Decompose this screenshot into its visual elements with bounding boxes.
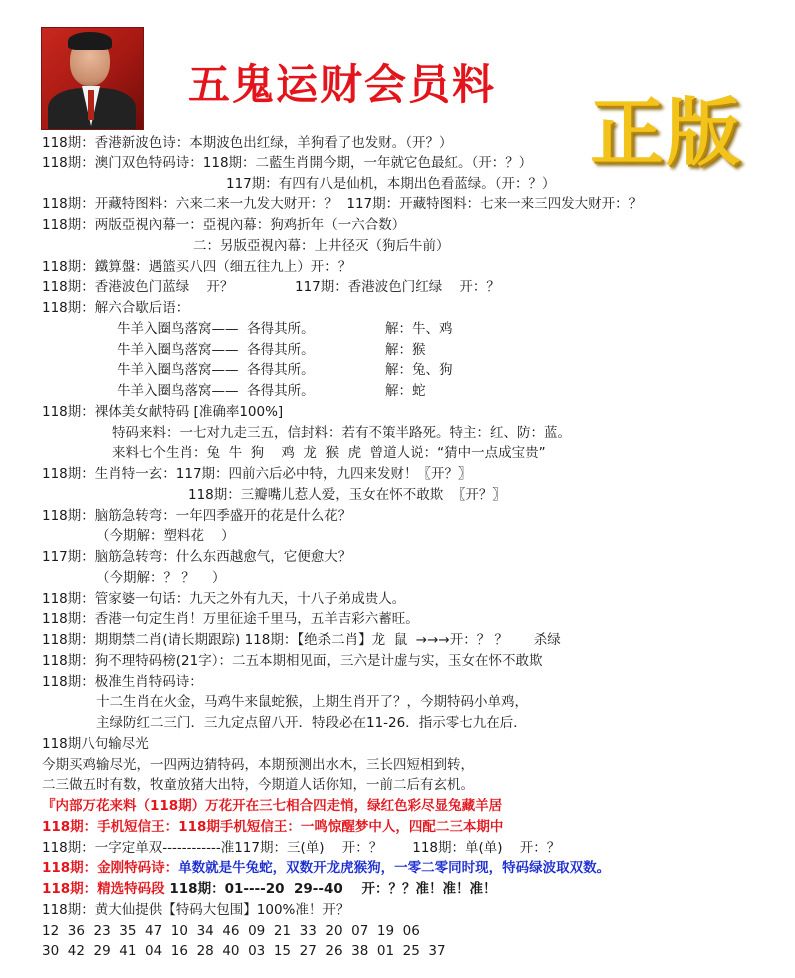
line-odd-even: 118期：一字定单双------------准117期：三(单) 开：？ 118期：单(单) 开：？ [42,840,561,856]
line-zodiac-poem-1: 十二生肖在火金，马鸡牛来鼠蛇猴，上期生肖开了？，今期特码小单鸡， [96,694,528,710]
line-housekeeper: 118期：管家婆一句话：九天之外有九天，十八子弟成贵人。 [42,591,406,607]
line-seven-zodiac: 来料七个生肖：兔 牛 狗 鸡 龙 猴 虎 曾道人说：“猜中一点成宝贵” [112,445,546,461]
line-gou-bu-li: 118期：狗不理特码榜(21字）：二五本期相见面，三六是计虚与实，玉女在怀不敢欺 [42,653,543,669]
riddle-4-answer: 解：蛇 [385,383,426,399]
line-brain-answer-118: （今期解：塑料花 ） [96,528,235,544]
riddle-2-answer: 解：猴 [385,342,426,358]
riddle-3-text: 牛羊入圈鸟落窝—— 各得其所。 [117,362,315,378]
authentic-stamp: 正版 [590,90,742,176]
line-brain-answer-117: （今期解：？ ？ ） [96,570,226,586]
line-atv-insider-1: 118期：两版亞視內幕一：亞視內幕：狗鸡折年（一六合数） [42,217,406,233]
riddle-1-answer: 解：牛、鸡 [385,321,453,337]
number-row-1: 12 36 23 35 47 10 34 46 09 21 33 20 07 19 06 [42,923,420,939]
line-brain-teaser-117: 117期：脑筋急转弯：什么东西越愈气，它便愈大？ [42,549,352,565]
riddle-1-text: 牛羊入圈鸟落窝—— 各得其所。 [117,321,315,337]
line-wong-tai-sin: 118期：黄大仙提供【特码大包围】100%准！开？ [42,902,350,918]
page-title: 五鬼运财会员料 [188,60,497,109]
number-row-2: 30 42 29 41 04 16 28 40 03 15 27 26 38 01 25 37 [42,943,446,959]
line-117-color-poem: 117期：有四有八是仙机，本期出色看蓝绿。（开：？） [226,176,556,192]
author-portrait [41,27,144,130]
riddle-3-answer: 解：兔、狗 [385,362,453,378]
line-selected-range: 118期：精选特码段 118期：01----20 29--40 开：？？准！准！准！ [42,881,497,897]
line-eight-sentences-1: 今期买鸡输尽光，一四两边猜特码，本期预测出水木，三长四短相到转， [42,757,474,773]
line-ban-two-zodiac: 118期：期期禁二肖(请长期跟踪) 118期：【绝杀二肖】龙 鼠 →→→开：？ ？ 杀绿 [42,632,561,648]
line-eight-sentences-2: 二三做五时有数，牧童放猪大出特，今期道人话你知，一前二后有玄机。 [42,777,474,793]
line-iron-abacus: 118期：鐵算盤：遇篮买八四（细五往九上）开：？ [42,259,352,275]
line-hk-one-sentence: 118期：香港一句定生肖！万里征途千里马，五羊吉彩六蓄旺。 [42,611,419,627]
line-hk-wave-117: 117期：香港波色门红绿 开：？ [295,279,500,295]
line-rabbit-hint: 118期：三瓣嘴儿惹人爱，玉女在怀不敢欺 〖开？〗 [188,487,506,503]
line-macau-color-poem: 118期：澳门双色特码诗：118期：二藍生肖開今期，一年就它色最紅。（开：？） [42,155,533,171]
line-zodiac-mystery: 118期：生肖特一玄：117期：四前六后必中特，九四来发财！〖开？〗 [42,466,472,482]
line-sms-king: 118期：手机短信王：118期手机短信王：一鸣惊醒梦中人，四配二三本期中 [42,819,504,835]
line-wanhua-source: 『内部万花来料（118期）万花开在三七相合四走悄，绿红色彩尽显兔藏羊居 [42,798,503,814]
line-hidden-chart: 118期：开藏特图料：六来二来一九发大财开：？ 117期：开藏特图料：七来一来三四发大财开：？ [42,196,643,212]
line-zodiac-poem-heading: 118期：极准生肖特码诗： [42,674,203,690]
line-code-source: 特码来料：一七对九走三五，信封料：若有不策半路死。特主：红、防：蓝。 [112,425,571,441]
riddle-4-text: 牛羊入圈鸟落窝—— 各得其所。 [117,383,315,399]
line-zodiac-poem-2: 主绿防红二三门．三九定点留八开．特段必在11-26．指示零七九在后． [96,715,527,731]
line-atv-insider-2: 二：另版亞視內幕：上井径灭（狗后牛前） [193,238,450,254]
portrait-tie [88,90,94,120]
line-vajra-poem: 118期：金刚特码诗：单数就是牛兔蛇，双数开龙虎猴狗，一零二零同时现，特码绿波取双数。 [42,860,611,876]
line-riddle-heading: 118期：解六合歇后语： [42,300,190,316]
line-beauty-code: 118期：裸体美女献特码 [准确率100%] [42,404,284,420]
riddle-2-text: 牛羊入圈鸟落窝—— 各得其所。 [117,342,315,358]
line-hk-wave-118: 118期：香港波色门蓝绿 开？ [42,279,234,295]
line-eight-sentences-heading: 118期八句输尽光 [42,736,149,752]
line-hk-color-poem: 118期：香港新波色诗：本期波色出红绿，羊狗看了也发财。（开？） [42,135,453,151]
line-brain-teaser-118: 118期：脑筋急转弯：一年四季盛开的花是什么花？ [42,508,352,524]
portrait-hair [68,32,112,50]
